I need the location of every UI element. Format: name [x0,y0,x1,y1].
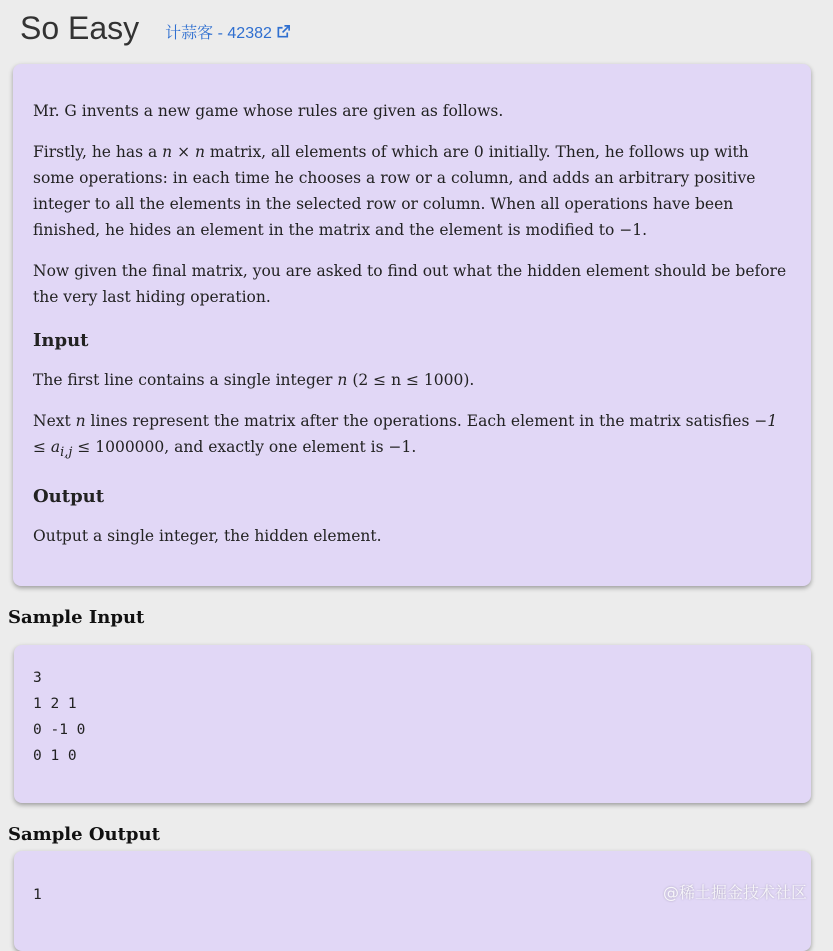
external-link-icon [276,24,291,39]
source-link-label: 计蒜客 - 42382 [165,24,272,42]
input-heading: Input [33,330,89,351]
text-span: The first line contains a single integer [33,371,338,389]
problem-statement [33,98,793,564]
math-span: n [337,371,348,389]
text-span: . [411,438,417,456]
sample-output-heading: Sample Output [8,824,160,845]
problem-card [13,64,811,586]
problem-para-2 [33,139,793,243]
text-span: Next [33,412,76,430]
sample-input-card[interactable] [14,645,811,803]
math-span: −1 ≤ a [33,412,778,456]
math-span: −1 [619,221,643,239]
page-header [20,8,291,48]
input-para-1 [33,367,793,393]
math-subscript: i,j [60,445,73,461]
source-link[interactable] [165,20,291,43]
math-span: ≤ 1000000 [72,438,165,456]
math-span: −1 [388,438,412,456]
text-span: . [642,221,648,239]
sample-input-code[interactable]: 3 1 2 1 0 -1 0 0 1 0 [33,670,86,764]
sample-input-heading: Sample Input [8,607,145,628]
math-span: (2 ≤ n ≤ 1000) [352,371,470,389]
input-para-2 [33,408,793,466]
text-span: Firstly, he has a [33,143,163,161]
math-span: n × n [162,143,205,161]
text-span: . [469,371,475,389]
text-span: , and exactly one element is [164,438,389,456]
watermark: @稀土掘金技术社区 [662,883,807,902]
problem-para-1: Mr. G invents a new game whose rules are given as follows. [33,102,504,120]
problem-para-3: Now given the final matrix, you are asked to find out what the hidden element should be before the very last hiding operation. [33,262,787,306]
sample-output-code[interactable]: 1 [33,887,42,903]
text-span: matrix, all elements of which are 0 initially. Then, he follows up with some operations: in each time he chooses a row or a column, and adds an arbitrary positive integer to all the elements in the selected row or column. When all operations have been finished, he hides an element in the matrix and the element is modified to [33,143,756,239]
output-heading: Output [33,486,105,508]
page-title: So Easy [20,9,140,46]
output-para: Output a single integer, the hidden element. [33,527,382,546]
math-span: n [75,412,86,430]
text-span: lines represent the matrix after the operations. Each element in the matrix satisfies [85,412,755,430]
